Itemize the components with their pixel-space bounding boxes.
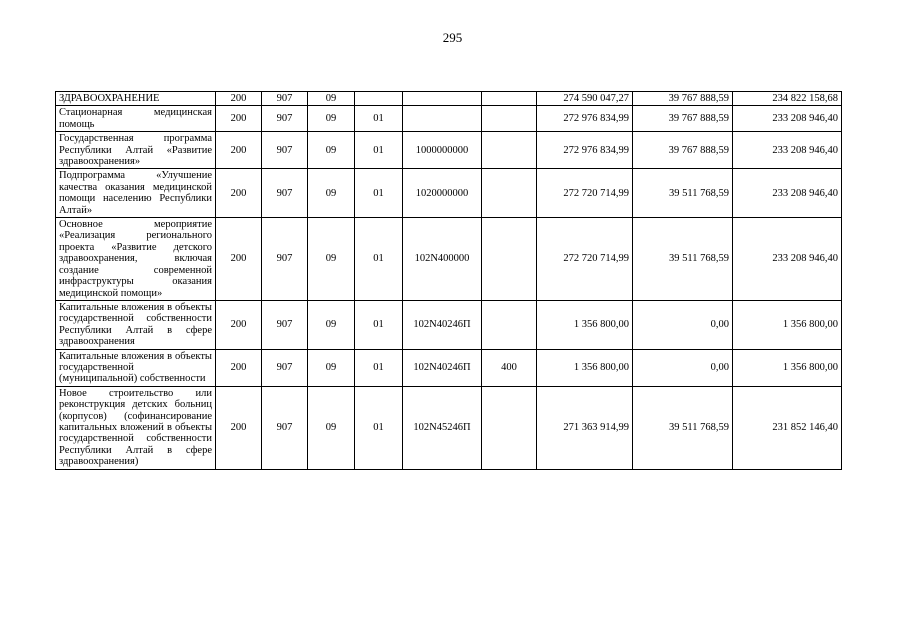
ministry-cell: 907 <box>262 349 308 386</box>
amount-total-cell: 271 363 914,99 <box>537 386 633 469</box>
code-cell: 200 <box>216 169 262 218</box>
code-cell: 200 <box>216 349 262 386</box>
page-number: 295 <box>442 30 463 45</box>
expense-type-cell <box>482 132 537 169</box>
row-name-cell: ЗДРАВООХРАНЕНИЕ <box>56 92 216 106</box>
code-cell: 200 <box>216 106 262 132</box>
ministry-cell: 907 <box>262 92 308 106</box>
table-row <box>56 132 842 169</box>
budget-table-body <box>56 92 842 470</box>
expense-type-cell <box>482 106 537 132</box>
section-cell: 09 <box>308 300 355 349</box>
expense-type-cell <box>482 92 537 106</box>
amount-regional-cell: 233 208 946,40 <box>733 169 842 218</box>
section-cell: 09 <box>308 169 355 218</box>
section-cell: 09 <box>308 386 355 469</box>
amount-federal-cell: 39 767 888,59 <box>633 106 733 132</box>
target-item-cell: 1020000000 <box>403 169 482 218</box>
target-item-cell <box>403 106 482 132</box>
budget-table <box>55 91 842 470</box>
amount-total-cell: 1 356 800,00 <box>537 300 633 349</box>
target-item-cell <box>403 92 482 106</box>
expense-type-cell: 400 <box>482 349 537 386</box>
section-cell: 09 <box>308 106 355 132</box>
table-row <box>56 349 842 386</box>
amount-federal-cell: 39 511 768,59 <box>633 386 733 469</box>
amount-regional-cell: 233 208 946,40 <box>733 218 842 301</box>
table-row <box>56 386 842 469</box>
amount-federal-cell: 0,00 <box>633 349 733 386</box>
amount-federal-cell: 39 511 768,59 <box>633 218 733 301</box>
row-name-cell: Стационарная медицинская помощь <box>56 106 216 132</box>
amount-federal-cell: 39 767 888,59 <box>633 92 733 106</box>
subsection-cell: 01 <box>355 132 403 169</box>
ministry-cell: 907 <box>262 218 308 301</box>
amount-federal-cell: 0,00 <box>633 300 733 349</box>
amount-regional-cell: 231 852 146,40 <box>733 386 842 469</box>
row-name-cell: Капитальные вложения в объекты государственной собственности Республики Алтай в сфере здравоохранения <box>56 300 216 349</box>
subsection-cell: 01 <box>355 386 403 469</box>
code-cell: 200 <box>216 218 262 301</box>
row-name-cell: Государственная программа Республики Алтай «Развитие здравоохранения» <box>56 132 216 169</box>
amount-total-cell: 1 356 800,00 <box>537 349 633 386</box>
expense-type-cell <box>482 300 537 349</box>
amount-total-cell: 272 976 834,99 <box>537 106 633 132</box>
amount-total-cell: 272 720 714,99 <box>537 169 633 218</box>
subsection-cell: 01 <box>355 349 403 386</box>
table-row <box>56 218 842 301</box>
section-cell: 09 <box>308 132 355 169</box>
amount-federal-cell: 39 511 768,59 <box>633 169 733 218</box>
ministry-cell: 907 <box>262 386 308 469</box>
target-item-cell: 102N400000 <box>403 218 482 301</box>
table-row <box>56 300 842 349</box>
ministry-cell: 907 <box>262 169 308 218</box>
target-item-cell: 1000000000 <box>403 132 482 169</box>
target-item-cell: 102N40246П <box>403 300 482 349</box>
ministry-cell: 907 <box>262 106 308 132</box>
code-cell: 200 <box>216 132 262 169</box>
section-cell: 09 <box>308 349 355 386</box>
subsection-cell: 01 <box>355 106 403 132</box>
expense-type-cell <box>482 218 537 301</box>
ministry-cell: 907 <box>262 300 308 349</box>
row-name-cell: Новое строительство или реконструкция детских больниц (корпусов) (софинансирование капитальных вложений в объекты государственной собственности Республики Алтай в сфере здравоохранения) <box>56 386 216 469</box>
amount-federal-cell: 39 767 888,59 <box>633 132 733 169</box>
section-cell: 09 <box>308 218 355 301</box>
target-item-cell: 102N40246П <box>403 349 482 386</box>
expense-type-cell <box>482 169 537 218</box>
amount-total-cell: 272 720 714,99 <box>537 218 633 301</box>
expense-type-cell <box>482 386 537 469</box>
amount-regional-cell: 233 208 946,40 <box>733 132 842 169</box>
amount-regional-cell: 234 822 158,68 <box>733 92 842 106</box>
amount-regional-cell: 1 356 800,00 <box>733 300 842 349</box>
row-name-cell: Капитальные вложения в объекты государственной (муниципальной) собственности <box>56 349 216 386</box>
amount-regional-cell: 233 208 946,40 <box>733 106 842 132</box>
subsection-cell: 01 <box>355 218 403 301</box>
row-name-cell: Подпрограмма «Улучшение качества оказания медицинской помощи населению Республики Алтай» <box>56 169 216 218</box>
ministry-cell: 907 <box>262 132 308 169</box>
subsection-cell: 01 <box>355 300 403 349</box>
code-cell: 200 <box>216 300 262 349</box>
target-item-cell: 102N45246П <box>403 386 482 469</box>
code-cell: 200 <box>216 386 262 469</box>
table-row <box>56 92 842 106</box>
amount-total-cell: 274 590 047,27 <box>537 92 633 106</box>
table-row <box>56 169 842 218</box>
row-name-cell: Основное мероприятие «Реализация регионального проекта «Развитие детского здравоохранения, включая создание современной инфраструктуры оказания медицинской помощи» <box>56 218 216 301</box>
amount-total-cell: 272 976 834,99 <box>537 132 633 169</box>
table-row <box>56 106 842 132</box>
section-cell: 09 <box>308 92 355 106</box>
subsection-cell: 01 <box>355 169 403 218</box>
code-cell: 200 <box>216 92 262 106</box>
subsection-cell <box>355 92 403 106</box>
amount-regional-cell: 1 356 800,00 <box>733 349 842 386</box>
